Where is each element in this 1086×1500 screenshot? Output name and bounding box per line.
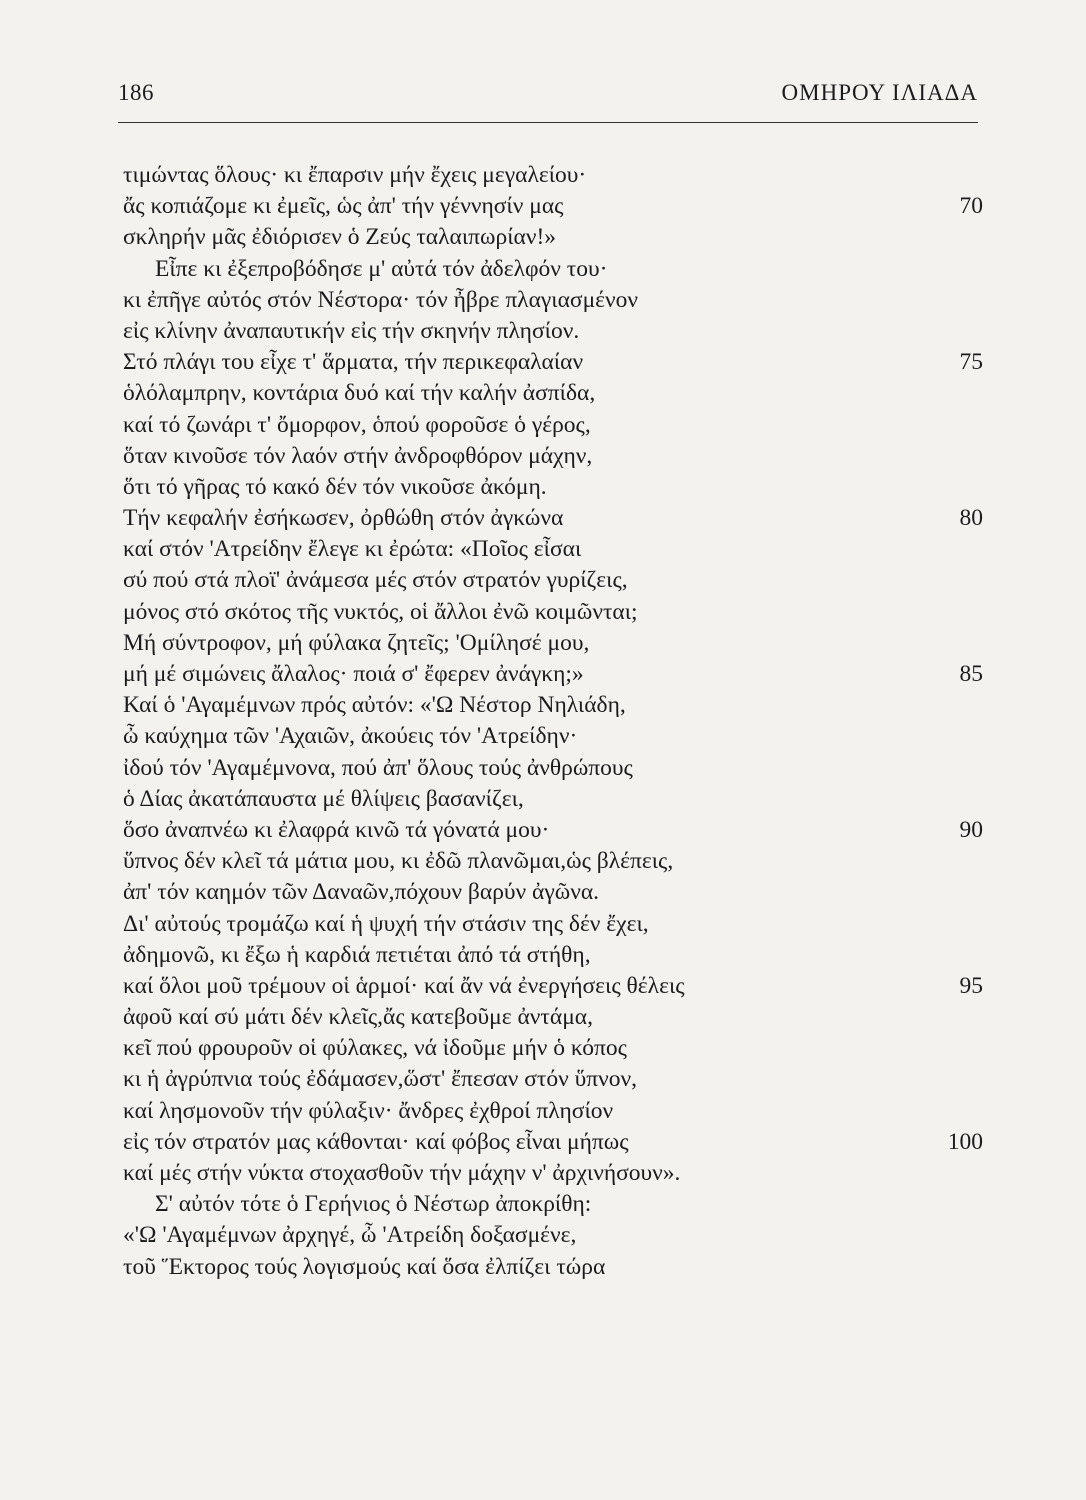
verse-line-text: ὕπνος δέν κλεῖ τά μάτια μου, κι ἐδῶ πλανῶμαι,ὡς βλέπεις, <box>123 848 674 875</box>
verse-line <box>123 160 983 191</box>
verse-line <box>123 191 983 222</box>
verse-line <box>123 1096 983 1127</box>
verse-line-text: Τήν κεφαλήν ἐσήκωσεν, ὀρθώθη στόν ἀγκώνα <box>123 505 564 532</box>
verse-line-text: ἄς κοπιάζομε κι ἐμεῖς, ὡς ἀπ' τήν γέννησίν μας <box>123 193 564 220</box>
verse-line-text: τιμώντας ὅλους· κι ἔπαρσιν μήν ἔχεις μεγαλείου· <box>123 162 587 188</box>
line-number: 70 <box>959 193 983 220</box>
verse-line <box>123 877 983 908</box>
verse-line <box>123 784 983 815</box>
verse-line <box>123 472 983 503</box>
verse-line <box>123 441 983 472</box>
verse-line-text: Καί ὁ 'Αγαμέμνων πρός αὐτόν: «'Ω Νέστορ Νηλιάδη, <box>123 692 626 719</box>
verse-line <box>123 1189 983 1220</box>
line-number: 90 <box>959 816 983 843</box>
verse-line <box>123 1252 983 1283</box>
verse-line <box>123 285 983 316</box>
verse-line-text: Στό πλάγι του εἶχε τ' ἅρματα, τήν περικεφαλαίαν <box>123 349 584 376</box>
verse-line <box>123 222 983 253</box>
line-number: 80 <box>959 505 983 532</box>
verse-line-text: κεῖ πού φρουροῦν οἱ φύλακες, νά ἰδοῦμε μήν ὁ κόπος <box>123 1035 627 1062</box>
verse-line-text: Εἶπε κι ἐξεπροβόδησε μ' αὐτά τόν ἀδελφόν του· <box>155 255 608 282</box>
header-rule <box>118 122 978 123</box>
verse-line <box>123 1127 983 1158</box>
verse-line <box>123 378 983 409</box>
verse-line <box>123 753 983 784</box>
page-number: 186 <box>118 80 154 105</box>
verse-line-text: ἀδημονῶ, κι ἔξω ἡ καρδιά πετιέται ἀπό τά στήθη, <box>123 941 591 968</box>
verse-line <box>123 971 983 1002</box>
verse-line-text: ὅτι τό γῆρας τό κακό δέν τόν νικοῦσε ἀκόμη. <box>123 473 547 500</box>
verse-text-block <box>123 160 983 1283</box>
verse-line <box>123 565 983 596</box>
verse-line-text: ὦ καύχημα τῶν 'Αχαιῶν, ἀκούεις τόν 'Ατρείδην· <box>123 723 578 750</box>
verse-line-text: σύ πού στά πλοϊ' ἀνάμεσα μές στόν στρατόν γυρίζεις, <box>123 567 628 594</box>
verse-line <box>123 1033 983 1064</box>
verse-line-text: καί μές στήν νύκτα στοχασθοῦν τήν μάχην ν' ἀρχινήσουν». <box>123 1160 681 1186</box>
verse-line <box>123 534 983 565</box>
verse-line-text: καί ὅλοι μοῦ τρέμουν οἱ ἁρμοί· καί ἄν νά ἐνεργήσεις θέλεις <box>123 972 685 999</box>
verse-line-text: ὁ Δίας ἀκατάπαυστα μέ θλίψεις βασανίζει, <box>123 785 524 812</box>
verse-line-text: ἀφοῦ καί σύ μάτι δέν κλεῖς,ἄς κατεβοῦμε ἀντάμα, <box>123 1004 593 1031</box>
verse-line-text: σκληρήν μᾶς ἐδιόρισεν ὁ Ζεύς ταλαιπωρίαν!» <box>123 224 557 251</box>
verse-line-text: μή μέ σιμώνεις ἄλαλος· ποιά σ' ἔφερεν ἀνάγκη;» <box>123 661 584 687</box>
verse-line-text: καί στόν 'Ατρείδην ἔλεγε κι ἐρώτα: «Ποῖος εἶσαι <box>123 536 582 563</box>
page-header <box>118 80 980 120</box>
verse-line-text: Μή σύντροφον, μή φύλακα ζητεῖς; 'Ομίλησέ μου, <box>123 629 590 656</box>
verse-line-text: «'Ω 'Αγαμέμνων ἀρχηγέ, ὦ 'Ατρείδη δοξασμένε, <box>123 1222 577 1249</box>
verse-line-text: Σ' αὐτόν τότε ὁ Γερήνιος ὁ Νέστωρ ἀποκρίθη: <box>155 1191 592 1218</box>
verse-line-text: μόνος στό σκότος τῆς νυκτός, οἱ ἄλλοι ἐνῶ κοιμῶνται; <box>123 598 638 625</box>
verse-line-text: ὅταν κινοῦσε τόν λαόν στήν ἀνδροφθόρον μάχην, <box>123 442 593 469</box>
verse-line-text: Δι' αὐτούς τρομάζω καί ἡ ψυχή τήν στάσιν της δέν ἔχει, <box>123 910 649 937</box>
verse-line <box>123 628 983 659</box>
verse-line <box>123 659 983 690</box>
verse-line-text: κι ἐπῆγε αὐτός στόν Νέστορα· τόν ἦβρε πλαγιασμένον <box>123 286 639 313</box>
verse-line-text: τοῦ Ἕκτορος τούς λογισμούς καί ὅσα ἐλπίζει τώρα <box>123 1253 606 1280</box>
verse-line-text: καί λησμονοῦν τήν φύλαξιν· ἄνδρες ἐχθροί πλησίον <box>123 1097 614 1124</box>
verse-line <box>123 1002 983 1033</box>
verse-line <box>123 503 983 534</box>
verse-line-text: ὅσο ἀναπνέω κι ἐλαφρά κινῶ τά γόνατά μου· <box>123 816 550 843</box>
verse-line <box>123 690 983 721</box>
verse-line <box>123 815 983 846</box>
line-number: 95 <box>959 972 983 999</box>
verse-line <box>123 1220 983 1251</box>
verse-line <box>123 254 983 285</box>
verse-line <box>123 721 983 752</box>
verse-line <box>123 597 983 628</box>
verse-line <box>123 940 983 971</box>
line-number: 100 <box>947 1128 983 1155</box>
verse-line-text: καί τό ζωνάρι τ' ὄμορφον, ὁπού φοροῦσε ὁ γέρος, <box>123 411 591 438</box>
verse-line-text: ἰδού τόν 'Αγαμέμνονα, πού ἀπ' ὅλους τούς ἀνθρώπους <box>123 754 633 781</box>
verse-line <box>123 1064 983 1095</box>
verse-line <box>123 1158 983 1189</box>
verse-line <box>123 347 983 378</box>
verse-line-text: ὁλόλαμπρην, κοντάρια δυό καί τήν καλήν ἀσπίδα, <box>123 380 596 407</box>
running-title: ΟΜΗΡΟΥ ΙΛΙΑΔΑ <box>781 80 978 105</box>
verse-line-text: εἰς κλίνην ἀναπαυτικήν εἰς τήν σκηνήν πλησίον. <box>123 317 580 344</box>
verse-line <box>123 846 983 877</box>
line-number: 75 <box>959 349 983 376</box>
verse-line-text: εἰς τόν στρατόν μας κάθονται· καί φόβος εἶναι μήπως <box>123 1128 629 1155</box>
verse-line <box>123 909 983 940</box>
verse-line-text: ἀπ' τόν καημόν τῶν Δαναῶν,πόχουν βαρύν ἀγῶνα. <box>123 879 600 906</box>
verse-line <box>123 410 983 441</box>
verse-line-text: κι ἡ ἀγρύπνια τούς ἐδάμασεν,ὥστ' ἔπεσαν στόν ὕπνον, <box>123 1066 637 1093</box>
line-number: 85 <box>959 661 983 687</box>
verse-line <box>123 316 983 347</box>
